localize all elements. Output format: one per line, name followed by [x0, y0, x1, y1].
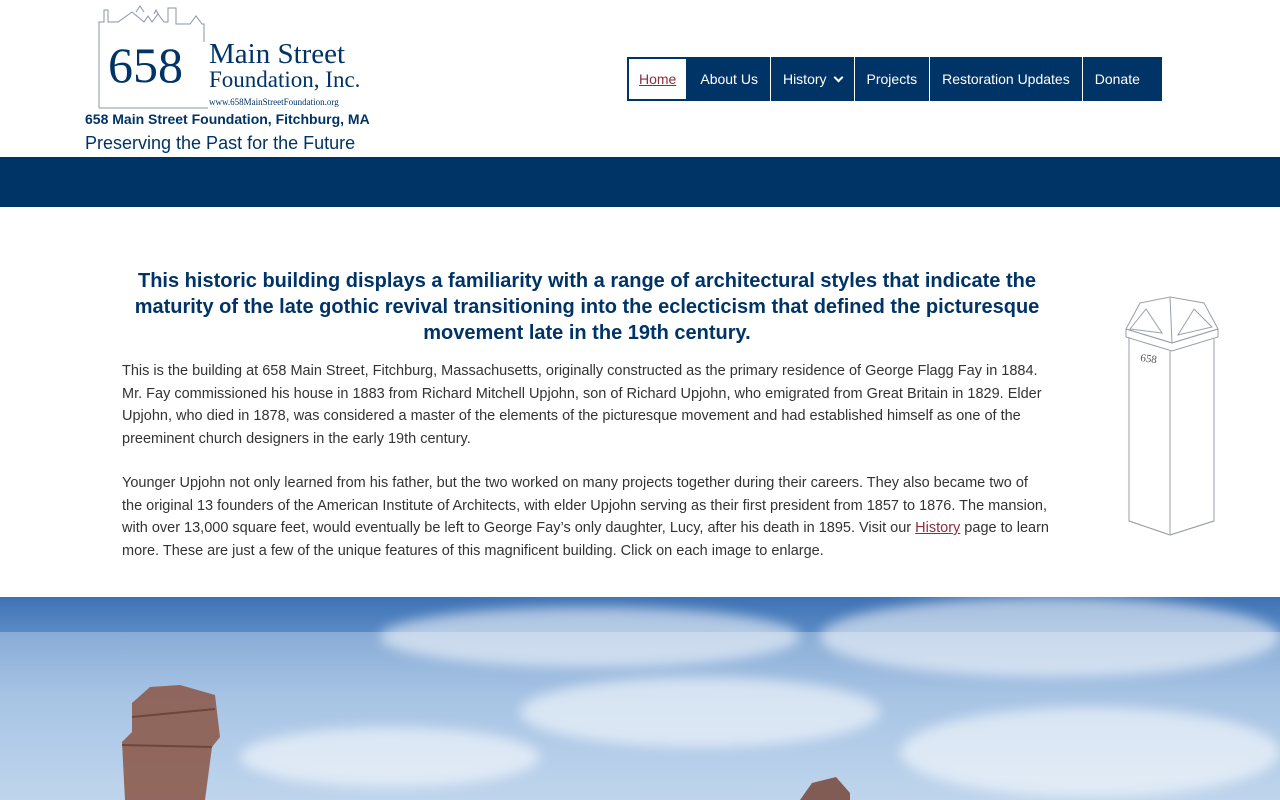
nav-donate-label: Donate [1094, 71, 1140, 87]
tower-illustration [1120, 295, 1224, 544]
main-nav [627, 57, 1162, 101]
logo-name-line1: Main Street [209, 38, 346, 70]
site-header [0, 0, 1280, 157]
nav-about-us[interactable] [688, 57, 771, 101]
nav-home-label: Home [639, 71, 677, 87]
logo-name-line2: Foundation, Inc. [209, 67, 361, 92]
history-paragraph-text-2: page to learn more. These are just a few of the unique features of this magnificent building. Click on each image to enlarge. [122, 520, 1049, 559]
nav-projects-label: Projects [866, 71, 918, 87]
nav-about-us-label: About Us [700, 71, 758, 87]
nav-home[interactable] [627, 57, 688, 101]
history-paragraph-text-1: Younger Upjohn not only learned from his father, but the two worked on many projects together during their careers. They also became two of the original 13 founders of the American Institute of Architects, with elder Upjohn serving as their first president from 1857 to 1876. The mansion, with over 13,000 square feet, would eventually be left to George Fay’s only daughter, Lucy, after his death in 1895. Visit our [122, 475, 1048, 536]
tower-drawing-icon [1120, 295, 1224, 539]
nav-restoration-updates-label: Restoration Updates [942, 71, 1070, 87]
main-content [0, 207, 1280, 597]
nav-restoration-updates[interactable] [930, 57, 1083, 101]
intro-paragraph: This is the building at 658 Main Street, Fitchburg, Massachusetts, originally constructed as the primary residence of George Flagg Fay in 1884. Mr. Fay commissioned his house in 1883 from Richard Mitchell Upjohn, son of Richard Upjohn, who emigrated from Great Britain in 1829. Elder Upjohn, who died in 1878, was considered a master of the elements of the picturesque movement and had established himself as one of the preeminent church designers in the early 19th century. [122, 363, 1042, 447]
foundation-logo[interactable] [96, 2, 376, 110]
logo-number: 658 [108, 37, 183, 93]
nav-history[interactable] [771, 57, 855, 101]
tower-number-label: 658 [1139, 352, 1158, 367]
page-headline: This historic building displays a familiarity with a range of architectural styles that indicate the maturity of the late gothic revival transitioning into the eclecticism that defined the picturesque movement late in the 19th century. [134, 270, 1040, 344]
site-tagline: Preserving the Past for the Future [85, 133, 356, 153]
hero-band [0, 157, 1280, 207]
chimney-silhouette-icon [0, 597, 1280, 800]
logo-url: www.658MainStreetFoundation.org [209, 97, 339, 107]
history-paragraph [122, 472, 1052, 562]
sky-photo [0, 597, 1280, 800]
chevron-down-icon [833, 72, 843, 82]
nav-history-label: History [782, 71, 827, 87]
nav-donate[interactable] [1083, 57, 1152, 101]
site-title[interactable]: 658 Main Street Foundation, Fitchburg, MA [85, 111, 370, 127]
history-link[interactable]: History [915, 520, 961, 536]
nav-projects[interactable] [855, 57, 931, 101]
